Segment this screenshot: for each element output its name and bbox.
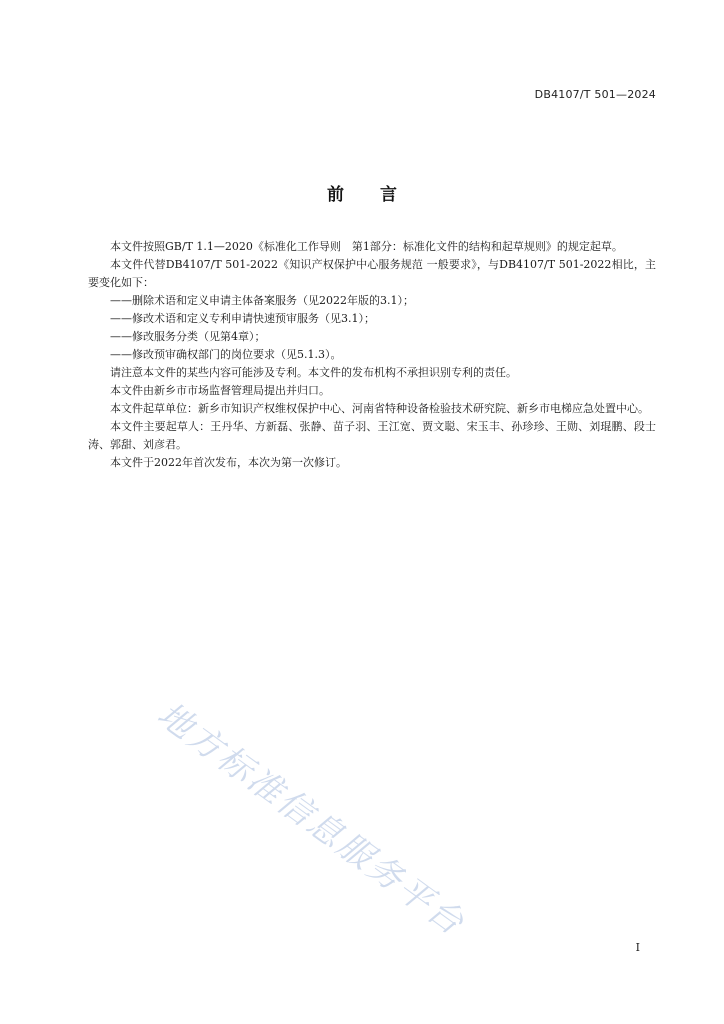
change-item: ——删除术语和定义申请主体备案服务（见2022年版的3.1）； [110,294,414,307]
watermark: 地方标准信息服务平台 [149,694,473,945]
paragraph-drafters: 本文件主要起草人：王丹华、方新磊、张静、苗子羽、王江宽、贾文聪、宋玉丰、孙珍珍、王勋、刘琨鹏、段士涛、郭甜、刘彦君。 [88,420,656,451]
paragraph-replacement: 本文件代替DB4107/T 501-2022《知识产权保护中心服务规范 一般要求》，与DB4107/T 501-2022相比，主要变化如下： [88,258,656,289]
paragraph-patent-notice: 请注意本文件的某些内容可能涉及专利。本文件的发布机构不承担识别专利的责任。 [110,366,517,379]
paragraph-history: 本文件于2022年首次发布，本次为第一次修订。 [110,456,347,469]
paragraph-drafting-units: 本文件起草单位：新乡市知识产权维权保护中心、河南省特种设备检验技术研究院、新乡市电梯应急处置中心。 [110,402,649,415]
paragraph-drafting-rules: 本文件按照GB/T 1.1—2020《标准化工作导则 第1部分：标准化文件的结构和起草规则》的规定起草。 [110,240,623,253]
paragraph-proposer: 本文件由新乡市市场监督管理局提出并归口。 [110,384,330,397]
page-number: I [635,941,640,954]
page-title: 前言 [327,185,433,205]
change-item: ——修改术语和定义专利申请快速预审服务（见3.1）； [110,312,375,325]
foreword-content [88,238,656,472]
change-item: ——修改预审确权部门的岗位要求（见5.1.3）。 [110,348,342,361]
change-item: ——修改服务分类（见第4章）； [110,330,266,343]
document-code: DB4107/T 501—2024 [534,88,656,101]
